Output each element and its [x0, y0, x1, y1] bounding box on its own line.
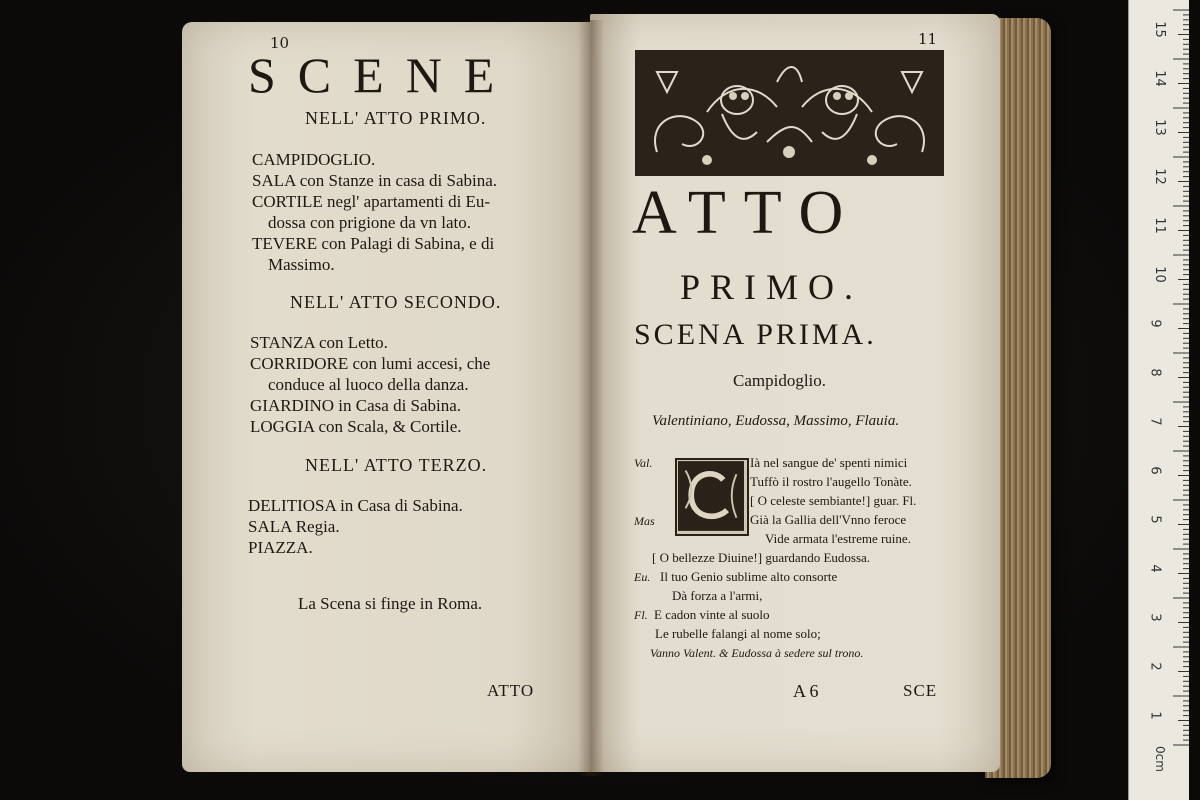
act-one-heading: NELL' ATTO PRIMO.: [305, 108, 487, 128]
verse-line: Già la Gallia dell'Vnno feroce: [750, 512, 907, 527]
right-catchword: SCE: [903, 681, 938, 700]
act-number: PRIMO.: [680, 267, 864, 307]
speaker-label: Val.: [634, 456, 653, 470]
stage-direction: Vanno Valent. & Eudossa à sedere sul trono.: [650, 646, 864, 660]
decorated-initial: [675, 458, 749, 536]
ruler-number: 6: [1147, 466, 1163, 475]
ruler-number: 13: [1151, 119, 1167, 136]
verse-line: [ O bellezze Diuine!] guardando Eudossa.: [652, 550, 871, 565]
scene-line: LOGGIA con Scala, & Cortile.: [250, 417, 462, 436]
scene-line: dossa con prigione da vn lato.: [268, 213, 472, 232]
speaker-label: Eu.: [634, 570, 651, 584]
act-three-heading: NELL' ATTO TERZO.: [305, 455, 488, 475]
scene-line: SALA Regia.: [248, 517, 340, 536]
ruler-number: 1: [1147, 711, 1163, 720]
scene-line: SALA con Stanze in casa di Sabina.: [252, 171, 498, 190]
ruler-number: 10: [1151, 266, 1167, 283]
ruler-number: 8: [1147, 368, 1163, 377]
scene-line: conduce al luoco della danza.: [268, 375, 469, 394]
verse-line: [ O celeste sembiante!] guar. Fl.: [750, 493, 917, 508]
scene-line: Massimo.: [268, 255, 335, 274]
left-page-number: 10: [270, 34, 290, 52]
ruler-number: 3: [1147, 613, 1163, 622]
speaker-label: Mas: [634, 514, 655, 528]
scene-line: STANZA con Letto.: [250, 333, 388, 352]
ruler-number: 15: [1151, 21, 1167, 38]
ruler-number: 5: [1147, 515, 1163, 524]
measuring-ruler: [1128, 0, 1189, 800]
book-gutter: [578, 20, 604, 776]
scene-title: SCENE: [248, 47, 517, 103]
act-title: ATTO: [632, 179, 862, 247]
verse-line: Il tuo Genio sublime alto consorte: [660, 569, 838, 584]
verse-line: E cadon vinte al suolo: [654, 607, 770, 622]
scene-line: PIAZZA.: [248, 538, 313, 557]
ruler-number: 4: [1147, 564, 1163, 573]
scene-line: CORRIDORE con lumi accesi, che: [250, 354, 491, 373]
ruler-number: 12: [1151, 168, 1167, 185]
verse-line: Tuffò il rostro l'augello Tonàte.: [750, 474, 912, 489]
act-two-heading: NELL' ATTO SECONDO.: [290, 292, 502, 312]
verse-line: Vide armata l'estreme ruine.: [765, 531, 911, 546]
printer-signature: A 6: [793, 681, 819, 701]
scene-line: DELITIOSA in Casa di Sabina.: [248, 496, 463, 515]
ruler-number: 9: [1147, 319, 1163, 328]
scene-heading: SCENA PRIMA.: [634, 318, 877, 351]
setting-note: La Scena si finge in Roma.: [298, 594, 483, 613]
ruler-number: 11: [1151, 217, 1167, 234]
verse-line: Dà forza a l'armi,: [672, 588, 763, 603]
scene-line: CORTILE negl' apartamenti di Eu-: [252, 192, 491, 211]
right-page-number: 11: [918, 30, 938, 48]
left-catchword: ATTO: [487, 681, 535, 700]
ruler-unit: 0cm: [1152, 746, 1167, 772]
speaker-label: Fl.: [634, 608, 648, 622]
verse-line: Ià nel sangue de' spenti nimici: [750, 455, 908, 470]
character-list: Valentiniano, Eudossa, Massimo, Flauia.: [652, 413, 900, 429]
scene-line: GIARDINO in Casa di Sabina.: [250, 396, 462, 415]
verse-line: Le rubelle falangi al nome solo;: [655, 626, 821, 641]
ruler-number: 14: [1151, 70, 1167, 87]
scene-line: CAMPIDOGLIO.: [252, 150, 376, 169]
scene-line: TEVERE con Palagi di Sabina, e di: [252, 234, 495, 253]
ruler-number: 2: [1147, 662, 1163, 671]
scene-location: Campidoglio.: [733, 371, 827, 390]
ruler-number: 7: [1147, 417, 1163, 426]
woodcut-ornament: [635, 50, 944, 176]
